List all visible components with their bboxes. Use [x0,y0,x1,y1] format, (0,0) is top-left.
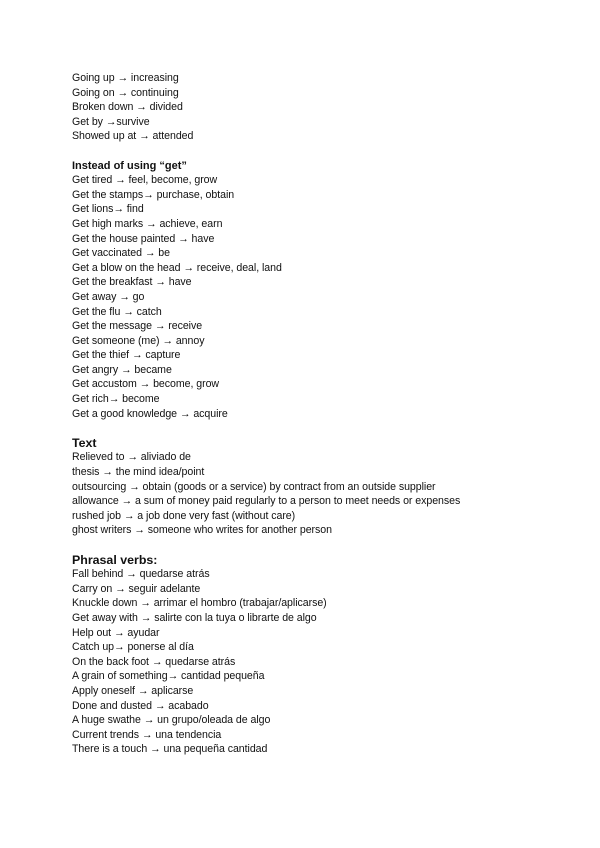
get-line: Get the flu → catch [72,305,162,318]
text-line: allowance → a sum of money paid regularly to a person to meet needs or expenses [72,495,461,508]
text-line: outsourcing → obtain (goods or a service) by contract from an outside supplier [72,480,436,493]
get-line: Get angry → became [72,363,172,376]
phrasal-verbs-section [72,553,572,757]
intro-section [72,71,572,144]
document-page [72,71,572,772]
phrasal-line: Help out → ayudar [72,626,160,639]
phrasal-line: Done and dusted → acabado [72,699,209,712]
text-line: ghost writers → someone who writes for another person [72,524,332,537]
get-line: Get a blow on the head → receive, deal, land [72,261,282,274]
phrasal-line: Apply oneself → aplicarse [72,684,194,697]
text-section-heading: Text [72,435,97,450]
get-section [72,159,572,422]
intro-line: Get by →survive [72,115,150,128]
get-line: Get the stamps→ purchase, obtain [72,188,235,201]
phrasal-line: Current trends → una tendencia [72,728,222,741]
get-line: Get the thief → capture [72,349,181,362]
get-line: Get high marks → achieve, earn [72,217,223,230]
phrasal-line: A huge swathe → un grupo/oleada de algo [72,714,271,727]
get-line: Get tired → feel, become, grow [72,174,218,187]
get-line: Get a good knowledge → acquire [72,407,228,420]
phrasal-line: Knuckle down → arrimar el hombro (trabajar/aplicarse) [72,597,327,610]
get-line: Get the breakfast → have [72,276,192,289]
phrasal-line: Catch up→ ponerse al día [72,641,194,654]
phrasal-verbs-heading: Phrasal verbs: [72,552,158,567]
intro-line: Showed up at → attended [72,130,194,143]
text-line: Relieved to → aliviado de [72,451,191,464]
intro-line: Going up → increasing [72,72,179,84]
phrasal-line: Fall behind → quedarse atrás [72,568,210,581]
get-line: Get the message → receive [72,320,203,333]
get-section-heading: Instead of using “get” [72,159,187,172]
get-line: Get lions→ find [72,203,144,216]
get-line: Get someone (me) → annoy [72,334,205,347]
get-line: Get rich→ become [72,393,160,406]
phrasal-line: There is a touch → una pequeña cantidad [72,743,268,756]
phrasal-line: A grain of something→ cantidad pequeña [72,670,265,683]
get-line: Get vaccinated → be [72,247,170,260]
get-line: Get away → go [72,290,145,303]
phrasal-line: On the back foot → quedarse atrás [72,655,236,668]
intro-line: Broken down → divided [72,101,183,114]
intro-line: Going on → continuing [72,86,179,99]
text-line: rushed job → a job done very fast (without care) [72,509,296,522]
get-line: Get the house painted → have [72,232,215,245]
text-section [72,436,572,538]
phrasal-line: Carry on → seguir adelante [72,582,201,595]
phrasal-line: Get away with → salirte con la tuya o librarte de algo [72,611,317,624]
get-line: Get accustom → become, grow [72,378,220,391]
text-line: thesis → the mind idea/point [72,466,205,479]
